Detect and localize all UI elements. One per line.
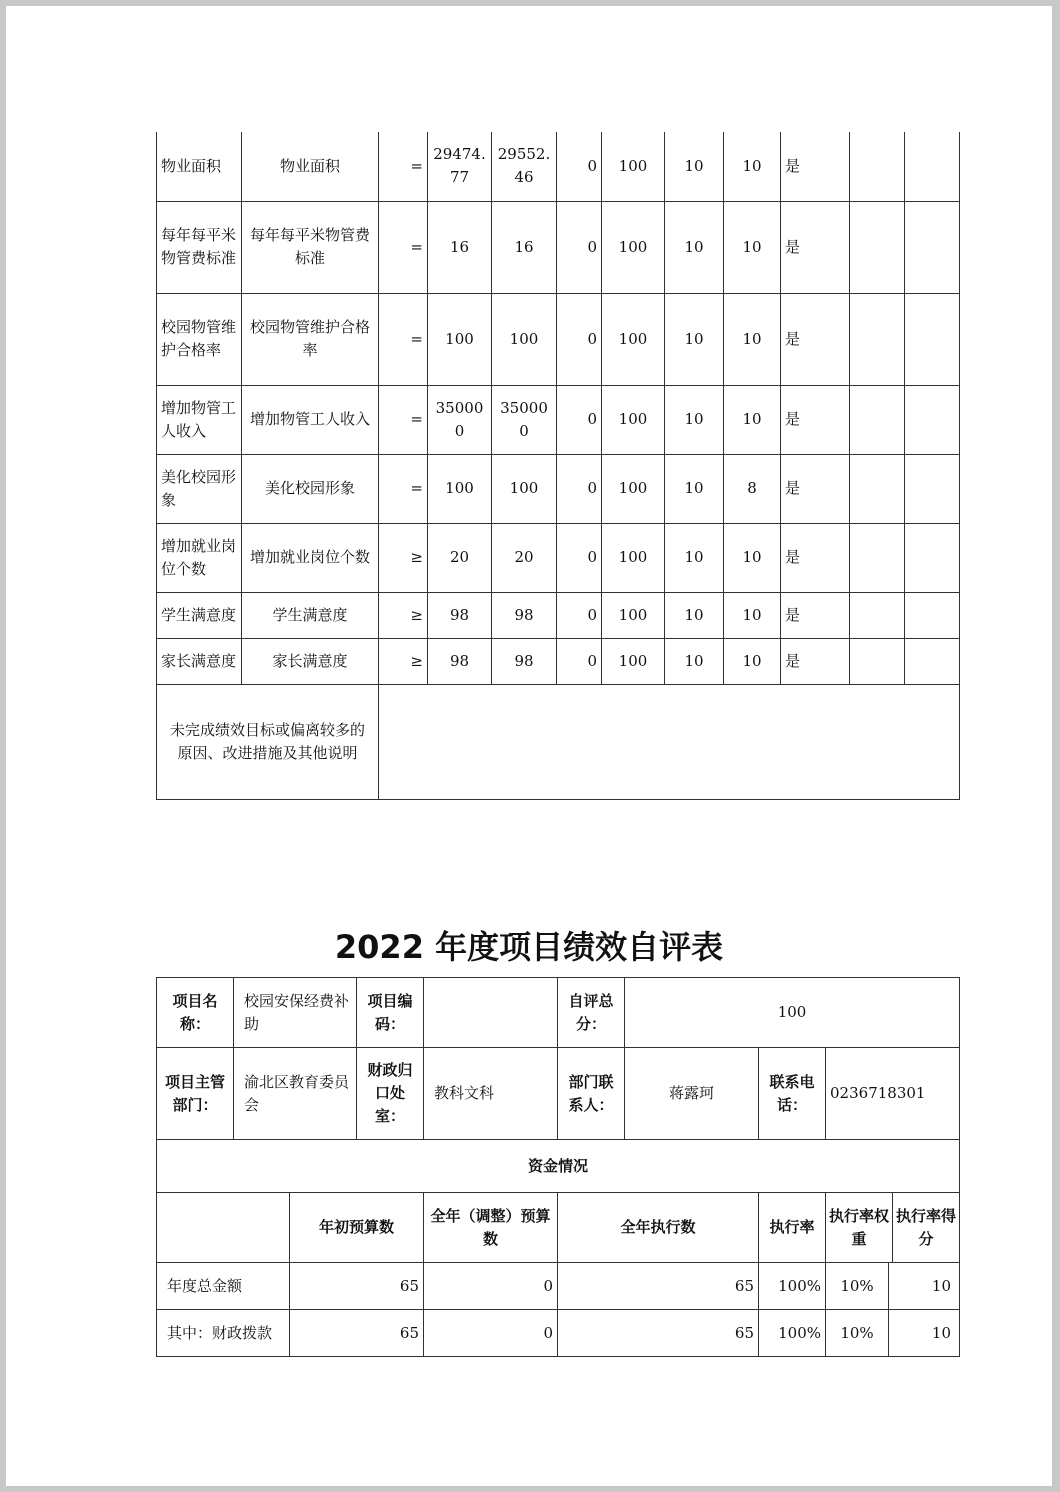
indicator-actual: 100	[492, 293, 557, 385]
funds-weight: 10%	[826, 1263, 889, 1309]
funds-row-label: 其中：财政拨款	[157, 1310, 290, 1357]
indicator-c1: 100	[602, 385, 665, 454]
indicator-operator: ≥	[379, 638, 428, 684]
funds-header-weight-score	[826, 1193, 960, 1263]
indicator-row	[157, 293, 960, 385]
indicator-zero: 0	[557, 592, 602, 638]
funds-weight-score	[826, 1263, 960, 1310]
indicator-zero: 0	[557, 385, 602, 454]
indicator-target: 350000	[428, 385, 492, 454]
indicator-zero: 0	[557, 454, 602, 523]
indicator-row	[157, 592, 960, 638]
funds-header-blank	[157, 1193, 290, 1263]
indicator-target: 16	[428, 201, 492, 293]
indicator-blank-a	[850, 454, 905, 523]
funds-weight: 10%	[826, 1310, 889, 1356]
funds-initial: 65	[290, 1263, 424, 1310]
funds-header-weight: 执行率权重	[826, 1193, 893, 1262]
score-value: 100	[625, 978, 960, 1048]
project-name-label: 项目名称：	[157, 978, 234, 1048]
indicator-index: 增加物管工人收入	[242, 385, 379, 454]
office-label: 财政归口处室：	[357, 1048, 424, 1140]
indicator-index: 每年每平米物管费标准	[242, 201, 379, 293]
notes-label: 未完成绩效目标或偏离较多的原因、改进措施及其他说明	[157, 684, 379, 799]
indicator-c2: 10	[665, 201, 724, 293]
dept-label: 项目主管部门：	[157, 1048, 234, 1140]
funds-row	[157, 1263, 960, 1310]
indicator-operator: ≥	[379, 523, 428, 592]
indicator-c2: 10	[665, 293, 724, 385]
funds-section-title: 资金情况	[157, 1140, 960, 1193]
indicator-c2: 10	[665, 638, 724, 684]
indicator-name: 家长满意度	[157, 638, 242, 684]
indicator-operator: ≥	[379, 592, 428, 638]
indicator-zero: 0	[557, 132, 602, 201]
indicator-blank-a	[850, 385, 905, 454]
indicator-blank-b	[905, 201, 960, 293]
indicator-c3: 10	[724, 638, 781, 684]
indicator-operator: =	[379, 132, 428, 201]
indicator-actual: 29552.46	[492, 132, 557, 201]
indicator-index: 物业面积	[242, 132, 379, 201]
project-code	[424, 978, 558, 1048]
indicator-c1: 100	[602, 454, 665, 523]
indicator-c3: 10	[724, 132, 781, 201]
indicator-operator: =	[379, 454, 428, 523]
indicator-ok: 是	[781, 293, 850, 385]
funds-row-label: 年度总金额	[157, 1263, 290, 1310]
indicator-ok: 是	[781, 132, 850, 201]
indicator-c2: 10	[665, 523, 724, 592]
funds-rate: 100%	[759, 1310, 826, 1357]
indicator-target: 100	[428, 454, 492, 523]
indicator-c2: 10	[665, 385, 724, 454]
indicator-index: 学生满意度	[242, 592, 379, 638]
indicator-c3: 10	[724, 201, 781, 293]
indicator-target: 20	[428, 523, 492, 592]
indicator-ok: 是	[781, 201, 850, 293]
contact-label: 部门联系人：	[558, 1048, 625, 1140]
funds-score: 10	[931, 1276, 952, 1295]
indicator-name: 美化校园形象	[157, 454, 242, 523]
indicator-actual: 98	[492, 592, 557, 638]
project-name: 校园安保经费补助	[234, 978, 357, 1048]
funds-adjusted: 0	[424, 1310, 558, 1357]
indicator-zero: 0	[557, 638, 602, 684]
indicator-blank-b	[905, 293, 960, 385]
score-label: 自评总分：	[558, 978, 625, 1048]
document-page	[6, 6, 1052, 1486]
indicator-c3: 10	[724, 592, 781, 638]
indicator-blank-a	[850, 592, 905, 638]
indicator-c1: 100	[602, 523, 665, 592]
indicator-actual: 350000	[492, 385, 557, 454]
indicator-c2: 10	[665, 132, 724, 201]
indicator-blank-a	[850, 293, 905, 385]
indicator-blank-b	[905, 454, 960, 523]
indicator-zero: 0	[557, 523, 602, 592]
indicator-c2: 10	[665, 592, 724, 638]
indicator-blank-a	[850, 638, 905, 684]
indicator-c3: 10	[724, 385, 781, 454]
funds-header-executed: 全年执行数	[558, 1193, 759, 1263]
indicator-actual: 16	[492, 201, 557, 293]
indicator-blank-b	[905, 592, 960, 638]
indicator-table	[156, 132, 960, 800]
indicator-c1: 100	[602, 201, 665, 293]
indicator-name: 物业面积	[157, 132, 242, 201]
indicator-index: 家长满意度	[242, 638, 379, 684]
indicator-c1: 100	[602, 132, 665, 201]
indicator-c1: 100	[602, 293, 665, 385]
indicator-row	[157, 454, 960, 523]
funds-adjusted: 0	[424, 1263, 558, 1310]
phone-value: 0236718301	[826, 1048, 960, 1140]
indicator-name: 学生满意度	[157, 592, 242, 638]
indicator-ok: 是	[781, 454, 850, 523]
indicator-target: 98	[428, 592, 492, 638]
funds-initial: 65	[290, 1310, 424, 1357]
indicator-operator: =	[379, 293, 428, 385]
funds-executed: 65	[558, 1310, 759, 1357]
funds-row	[157, 1310, 960, 1357]
indicator-blank-a	[850, 201, 905, 293]
indicator-name: 增加物管工人收入	[157, 385, 242, 454]
indicator-actual: 98	[492, 638, 557, 684]
indicator-ok: 是	[781, 523, 850, 592]
contact-value: 蒋露珂	[625, 1048, 759, 1140]
indicator-row	[157, 523, 960, 592]
project-code-label: 项目编码：	[357, 978, 424, 1048]
indicator-c3: 10	[724, 293, 781, 385]
indicator-target: 98	[428, 638, 492, 684]
indicator-row	[157, 201, 960, 293]
indicator-actual: 100	[492, 454, 557, 523]
indicator-index: 校园物管维护合格率	[242, 293, 379, 385]
indicator-blank-b	[905, 132, 960, 201]
indicator-target: 100	[428, 293, 492, 385]
indicator-blank-b	[905, 638, 960, 684]
indicator-name: 增加就业岗位个数	[157, 523, 242, 592]
indicator-operator: =	[379, 385, 428, 454]
indicator-c3: 10	[724, 523, 781, 592]
indicator-name: 校园物管维护合格率	[157, 293, 242, 385]
indicator-index: 美化校园形象	[242, 454, 379, 523]
indicator-row	[157, 638, 960, 684]
project-table	[156, 977, 960, 1357]
indicator-blank-a	[850, 523, 905, 592]
indicator-index: 增加就业岗位个数	[242, 523, 379, 592]
indicator-row	[157, 385, 960, 454]
indicator-row	[157, 132, 960, 201]
indicator-name: 每年每平米物管费标准	[157, 201, 242, 293]
funds-score: 10	[931, 1323, 952, 1342]
indicator-target: 29474.77	[428, 132, 492, 201]
funds-header-score: 执行率得分	[896, 1206, 957, 1248]
indicator-c1: 100	[602, 638, 665, 684]
indicator-c1: 100	[602, 592, 665, 638]
page-title: 2022 年度项目绩效自评表	[334, 928, 724, 966]
indicator-c3: 8	[724, 454, 781, 523]
funds-rate: 100%	[759, 1263, 826, 1310]
funds-executed: 65	[558, 1263, 759, 1310]
indicator-blank-a	[850, 132, 905, 201]
office-value: 教科文科	[424, 1048, 558, 1140]
indicator-zero: 0	[557, 293, 602, 385]
phone-label: 联系电话：	[759, 1048, 826, 1140]
indicator-operator: =	[379, 201, 428, 293]
indicator-actual: 20	[492, 523, 557, 592]
notes-value	[379, 684, 960, 799]
indicator-ok: 是	[781, 385, 850, 454]
indicator-ok: 是	[781, 638, 850, 684]
indicator-c2: 10	[665, 454, 724, 523]
funds-header-initial: 年初预算数	[290, 1193, 424, 1263]
funds-header-rate: 执行率	[759, 1193, 826, 1263]
indicator-blank-b	[905, 523, 960, 592]
funds-header-row	[157, 1193, 960, 1263]
indicator-ok: 是	[781, 592, 850, 638]
funds-weight-score	[826, 1310, 960, 1357]
indicator-zero: 0	[557, 201, 602, 293]
indicator-blank-b	[905, 385, 960, 454]
dept-value: 渝北区教育委员会	[234, 1048, 357, 1140]
funds-header-adjusted: 全年（调整）预算数	[424, 1193, 558, 1263]
